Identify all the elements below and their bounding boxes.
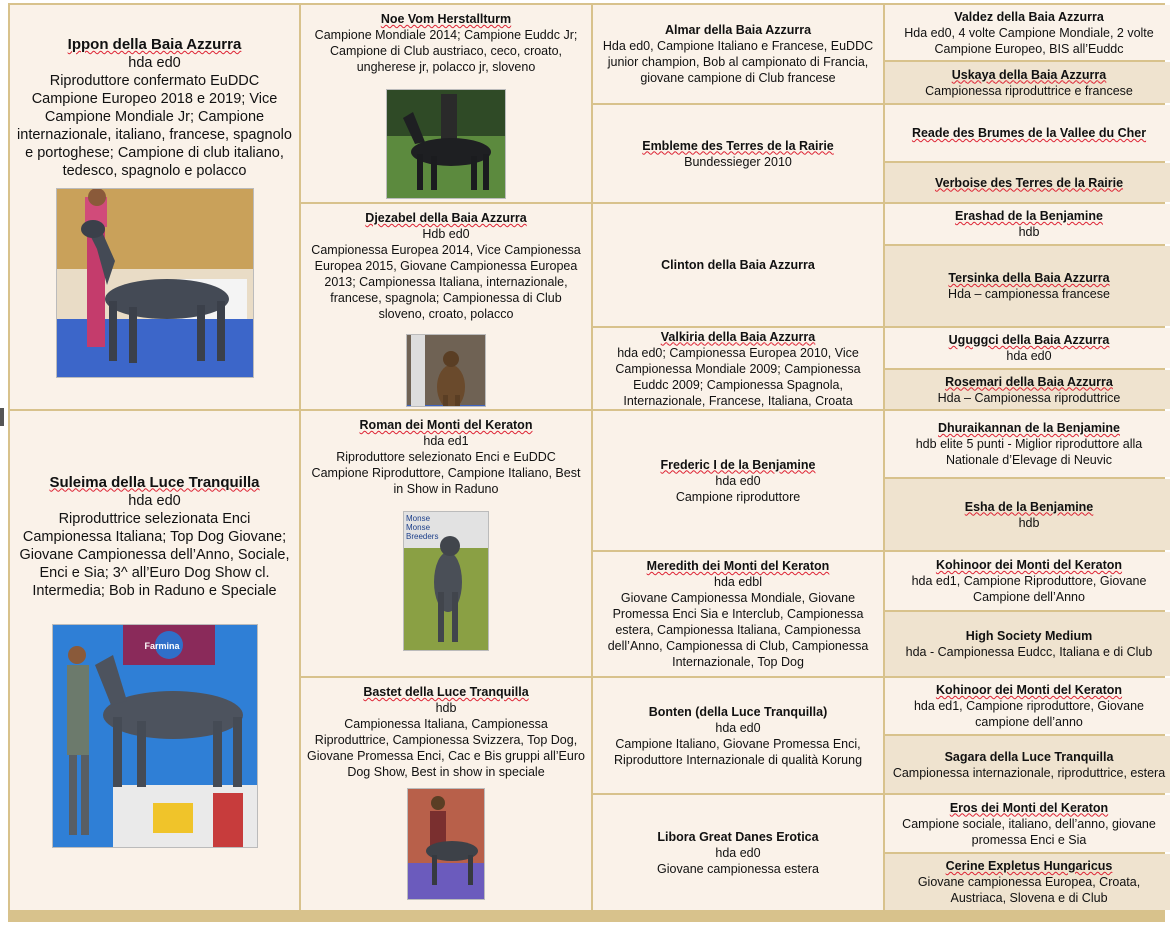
great-grandparent-cell	[885, 678, 1170, 734]
ancestor-cell	[593, 328, 883, 409]
dam-cell	[10, 411, 299, 910]
dog-name: Dhuraikannan de la Benjamine	[938, 421, 1120, 435]
dog-name: Eros dei Monti del Keraton	[949, 800, 1109, 815]
dog-line: hda ed0	[715, 845, 761, 860]
dog-line: hda ed0; Campionessa Europea 2010, Vice Campionessa Mondiale 2009; Campionessa Euddc 2009; Campionessa Spagnola, Internazionale, Francese, Italiana, Croata	[615, 345, 861, 408]
dog-name: Esha de la Benjamine	[964, 499, 1094, 514]
dog-name: Meredith dei Monti del Keraton	[646, 559, 830, 573]
dog-name: Roman dei Monti del Keraton	[359, 418, 533, 432]
dog-podium-photo	[52, 624, 258, 848]
dog-photo	[406, 334, 486, 407]
great-grandparent-cell	[885, 854, 1170, 910]
great-grandparent-cell	[885, 62, 1170, 103]
dog-line: hdb	[1018, 225, 1040, 239]
sire-cell	[10, 5, 299, 409]
dog-line: Hda – Campionessa riproduttrice	[937, 390, 1121, 405]
dog-name: Clinton della Baia Azzurra	[661, 258, 815, 272]
dog-line: Campionessa riproduttrice e francese	[925, 83, 1133, 98]
dog-name: Frederic I de la Benjamine	[660, 457, 816, 472]
ancestor-cell	[593, 105, 883, 202]
dog-line: hdb elite 5 punti - Miglior riproduttore alla Nationale d’Elevage di Neuvic	[915, 437, 1143, 467]
dog-line: Riproduttore selezionato Enci e EuDDC	[336, 450, 556, 464]
dog-name: Erashad de la Benjamine	[955, 209, 1103, 223]
great-grandparent-cell	[885, 552, 1170, 610]
dog-line: Campionessa Italiana; Top Dog Giovane; Giovane Campionessa dell’Anno, Sociale, Enci e Sia; 3^ all’Euro Dog Show cl. Intermedia; Bob in Raduno e Speciale	[19, 528, 290, 599]
dog-name: Rosemari della Baia Azzurra	[945, 374, 1113, 389]
pedigree-table	[8, 3, 1165, 922]
dog-name: Suleima della Luce Tranquilla	[49, 473, 260, 491]
ancestor-cell	[593, 411, 883, 550]
grandparent-cell	[301, 678, 591, 910]
dog-line: Campione sociale, italiano, dell’anno, giovane promessa Enci e Sia	[902, 816, 1156, 847]
great-grandparent-cell	[885, 5, 1170, 60]
ancestor-cell	[593, 5, 883, 103]
dog-line: Hda – campionessa francese	[948, 287, 1110, 301]
dog-name: Reade des Brumes de la Vallee du Cher	[911, 126, 1147, 140]
dog-line: hda ed0	[1006, 349, 1052, 363]
great-grandparent-cell	[885, 163, 1170, 202]
dog-name: Kohinoor dei Monti del Keraton	[935, 558, 1123, 572]
dog-name: Tersinka della Baia Azzurra	[948, 271, 1110, 285]
dog-line: Campione Riproduttore, Campione Italiano, Best in Show in Raduno	[311, 466, 581, 496]
dog-name: Uskaya della Baia Azzurra	[951, 67, 1107, 82]
dog-line: Hdb ed0	[422, 227, 470, 241]
grandparent-cell	[301, 411, 591, 676]
dog-line: hda - Campionessa Eudcc, Italiana e di Club	[905, 645, 1153, 659]
dog-line: Campionessa Italiana, Campionessa Riproduttrice, Campionessa Svizzera, Top Dog, Giovane Promessa Enci, Cac e Bis gruppi all’Euro Dog Show, Best in show in speciale	[307, 717, 585, 779]
grandparent-cell	[301, 204, 591, 409]
dog-line: hdb	[435, 701, 457, 715]
dog-line: Giovane campionessa estera	[657, 861, 819, 876]
grandparent-cell	[301, 5, 591, 202]
dog-name: Djezabel della Baia Azzurra	[365, 211, 527, 225]
dog-name: Kohinoor dei Monti del Keraton	[935, 683, 1123, 697]
sign-text: Monse	[406, 523, 431, 532]
dog-line: hda ed1, Campione Riproduttore, Giovane Campione dell’Anno	[911, 574, 1147, 604]
dog-photo	[386, 89, 506, 199]
dog-line: Giovane campionessa Europea, Croata, Austriaca, Slovena e di Club	[917, 875, 1141, 905]
dog-line: Campione Europeo 2018 e 2019; Vice Campione Mondiale Jr; Campione internazionale, italiano, francese, spagnolo e portoghese; Campione di club italiano, tedesco, spagnolo e polacco	[17, 91, 292, 179]
great-grandparent-cell	[885, 479, 1170, 550]
dog-line: Hda ed0, Campione Italiano e Francese, EuDDC junior champion, Bob al campionato di Francia, giovane campione di Club francese	[602, 39, 874, 85]
ancestor-cell	[593, 552, 883, 676]
great-grandparent-cell	[885, 204, 1170, 244]
dog-line: hda ed0	[128, 55, 181, 71]
dog-name: Noe Vom Herstallturm	[380, 12, 512, 26]
dog-name: Bastet della Luce Tranquilla	[363, 685, 529, 699]
dog-name: Libora Great Danes Erotica	[657, 829, 819, 844]
dog-line: hda ed0	[715, 720, 761, 735]
dog-line: Campionessa Europea 2014, Vice Campionessa Europea 2015, Giovane Campionessa Europea 2013; Campionessa Italiana, internazionale, francese, spagnola; Campionessa di Club sloveno, croato, polacco	[311, 243, 581, 321]
dog-line: Hda ed0, 4 volte Campione Mondiale, 2 volte Campione Europeo, BIS all’Euddc	[904, 25, 1154, 56]
page-edge-marker	[0, 408, 4, 426]
dog-name: Verboise des Terres de la Rairie	[934, 175, 1124, 190]
sign-text: Monse	[406, 514, 431, 523]
dog-name: Almar della Baia Azzurra	[664, 23, 812, 37]
dog-name: Embleme des Terres de la Rairie	[642, 138, 834, 153]
dog-line: Campionessa internazionale, riproduttrice, estera	[892, 765, 1166, 780]
great-grandparent-cell	[885, 612, 1170, 676]
dog-name: Uguggci della Baia Azzurra	[948, 333, 1110, 347]
great-grandparent-cell	[885, 246, 1170, 326]
great-grandparent-cell	[885, 795, 1170, 852]
dog-name: Ippon della Baia Azzurra	[67, 36, 242, 53]
great-grandparent-cell	[885, 370, 1170, 409]
great-grandparent-cell	[885, 411, 1170, 477]
dog-line: hda edbl	[714, 575, 762, 589]
dog-line: Campione Mondiale 2014; Campione Euddc Jr; Campione di Club austriaco, ceco, croato, ungherese jr, polacco jr, sloveno	[314, 28, 578, 74]
dog-name: Valkiria della Baia Azzurra	[660, 329, 816, 344]
dog-photo	[407, 788, 485, 900]
dog-line: Campione Italiano, Giovane Promessa Enci, Riproduttore Internazionale di qualità Korung	[613, 736, 863, 767]
ancestor-cell	[593, 204, 883, 326]
dog-name: Sagara della Luce Tranquilla	[944, 749, 1114, 764]
dog-name: Cerine Expletus Hungaricus	[945, 859, 1113, 873]
dog-line: hda ed0	[128, 492, 181, 509]
ancestor-cell	[593, 795, 883, 910]
great-grandparent-cell	[885, 328, 1170, 368]
dog-line: Riproduttrice selezionata Enci	[58, 510, 251, 527]
dog-line: hda ed0	[715, 473, 761, 488]
sign-text: Breeders	[406, 532, 439, 541]
dog-line: Bundessieger 2010	[684, 154, 792, 169]
ancestor-cell	[593, 678, 883, 793]
dog-name: High Society Medium	[965, 629, 1093, 643]
dog-line: hdb	[1018, 515, 1040, 530]
sponsor-logo-text: Farmina	[144, 640, 180, 651]
dog-line: Giovane Campionessa Mondiale, Giovane Promessa Enci Sia e Interclub, Campionessa estera, Campionessa Italiana, Campionessa dell’Anno, Campionessa di Club, Campionessa Internazionale, Top Dog	[607, 591, 869, 669]
dog-line: hda ed1	[423, 434, 469, 448]
dog-name: Valdez della Baia Azzurra	[954, 9, 1104, 24]
great-grandparent-cell	[885, 736, 1170, 793]
dog-photo	[403, 511, 489, 651]
dog-line: Campione riproduttore	[675, 489, 801, 504]
dog-show-photo	[56, 188, 254, 378]
dog-line: hda ed1, Campione riproduttore, Giovane campione dell’anno	[913, 699, 1144, 729]
dog-line: Riproduttore confermato EuDDC	[49, 73, 260, 89]
great-grandparent-cell	[885, 105, 1170, 161]
dog-name: Bonten (della Luce Tranquilla)	[648, 704, 828, 719]
